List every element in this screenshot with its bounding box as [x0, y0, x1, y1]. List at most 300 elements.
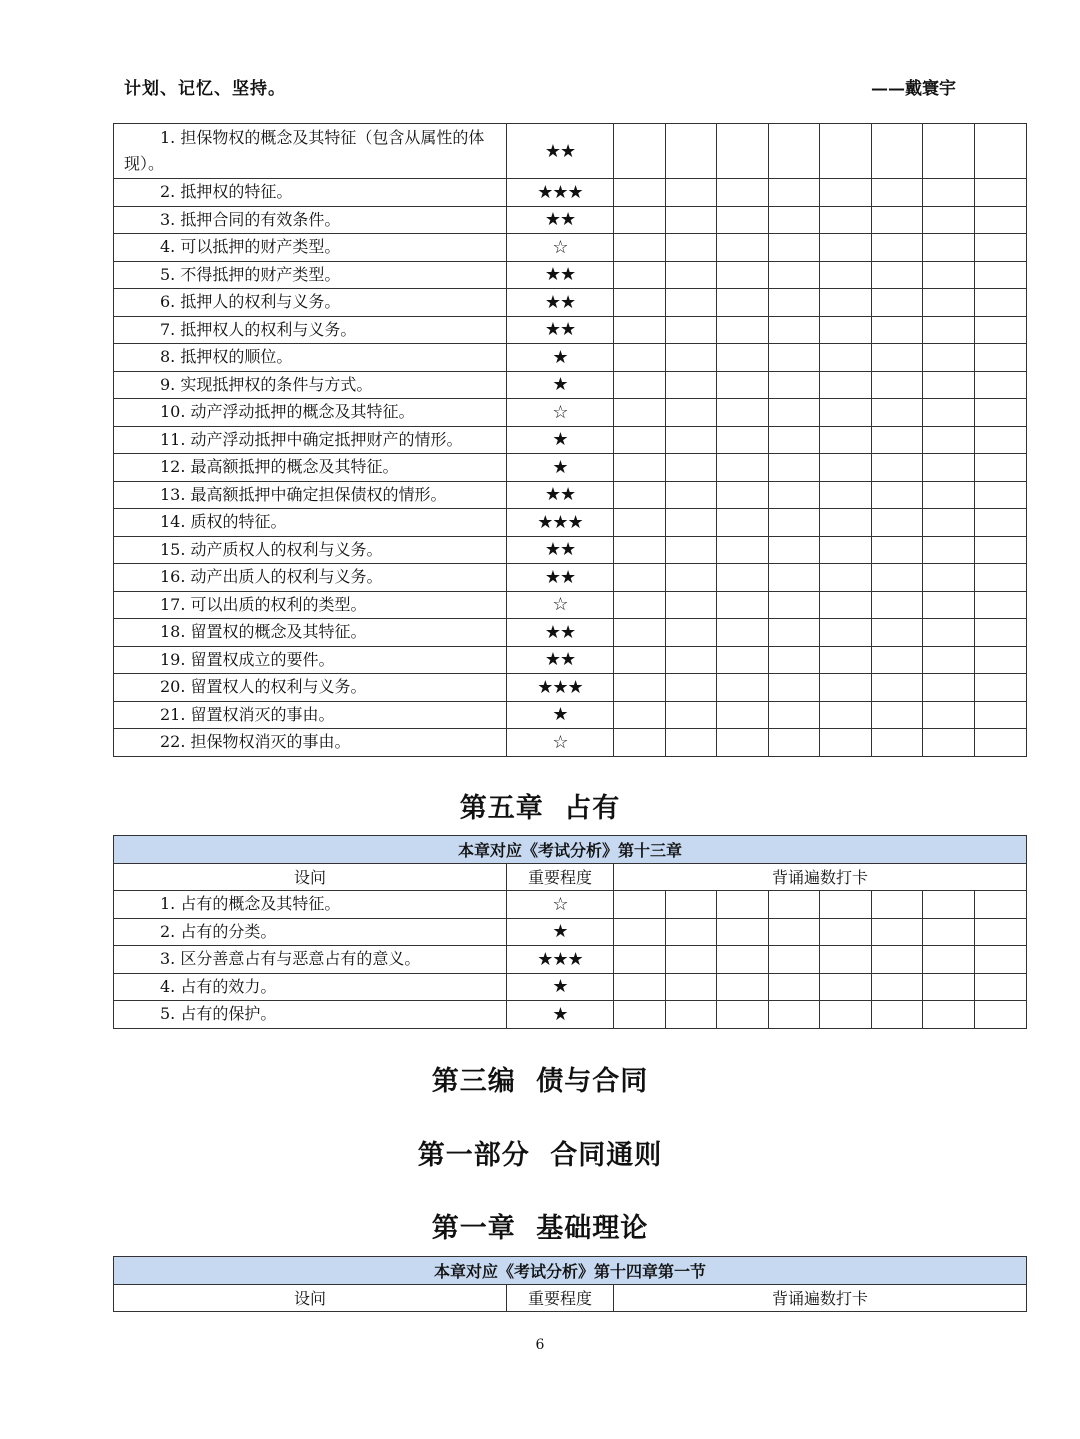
- checkin-cell[interactable]: [614, 344, 666, 372]
- importance-stars: ★★: [507, 646, 614, 674]
- checkin-cell[interactable]: [717, 591, 769, 619]
- checkin-cell[interactable]: [769, 509, 820, 537]
- checkin-cell[interactable]: [769, 344, 820, 372]
- checkin-cell[interactable]: [820, 891, 872, 919]
- checkin-cell[interactable]: [769, 891, 820, 919]
- topic-question: [114, 234, 507, 262]
- checkin-cell[interactable]: [614, 674, 666, 702]
- column-header-checkin: 背诵遍数打卡: [614, 863, 1027, 891]
- checkin-cell[interactable]: [614, 891, 666, 919]
- checkin-cell[interactable]: [820, 481, 872, 509]
- checkin-cell[interactable]: [666, 371, 717, 399]
- checkin-cell[interactable]: [769, 674, 820, 702]
- checkin-cell[interactable]: [975, 289, 1027, 317]
- checkin-cell[interactable]: [614, 1001, 666, 1029]
- checkin-cell[interactable]: [820, 1001, 872, 1029]
- checkin-cell[interactable]: [872, 206, 923, 234]
- checkin-cell[interactable]: [923, 234, 975, 262]
- checkin-cell[interactable]: [614, 973, 666, 1001]
- checkin-cell[interactable]: [614, 591, 666, 619]
- checkin-cell[interactable]: [717, 973, 769, 1001]
- checkin-cell[interactable]: [975, 946, 1027, 974]
- checkin-cell[interactable]: [769, 646, 820, 674]
- checkin-cell[interactable]: [820, 646, 872, 674]
- checkin-cell[interactable]: [666, 124, 717, 179]
- checkin-cell[interactable]: [769, 591, 820, 619]
- checkin-cell[interactable]: [769, 481, 820, 509]
- checkin-cell[interactable]: [666, 646, 717, 674]
- checkin-cell[interactable]: [923, 509, 975, 537]
- column-header-topic: 设问: [114, 1284, 507, 1312]
- checkin-cell[interactable]: [975, 371, 1027, 399]
- chapter-five-heading: 第五章 占有: [459, 793, 621, 824]
- importance-stars: ★: [507, 426, 614, 454]
- checkin-cell[interactable]: [769, 973, 820, 1001]
- checkin-cell[interactable]: [872, 179, 923, 207]
- checkin-cell[interactable]: [769, 316, 820, 344]
- topic-question: [114, 646, 507, 674]
- checkin-cell[interactable]: [717, 564, 769, 592]
- topic-text: 5. 占有的保护。: [160, 1004, 277, 1024]
- checkin-cell[interactable]: [923, 536, 975, 564]
- checkin-cell[interactable]: [975, 316, 1027, 344]
- checkin-cell[interactable]: [614, 316, 666, 344]
- checkin-cell[interactable]: [769, 536, 820, 564]
- topic-text: 11. 动产浮动抵押中确定抵押财产的情形。: [160, 429, 463, 449]
- checkin-cell[interactable]: [717, 1001, 769, 1029]
- checkin-cell[interactable]: [614, 261, 666, 289]
- checkin-cell[interactable]: [614, 509, 666, 537]
- importance-stars: ★: [507, 454, 614, 482]
- checkin-cell[interactable]: [717, 261, 769, 289]
- security-rights-topic-table: [113, 123, 1027, 757]
- checkin-cell[interactable]: [872, 891, 923, 919]
- checkin-cell[interactable]: [820, 234, 872, 262]
- topic-question: [114, 289, 507, 317]
- checkin-cell[interactable]: [717, 344, 769, 372]
- checkin-cell[interactable]: [717, 454, 769, 482]
- checkin-cell[interactable]: [923, 1001, 975, 1029]
- checkin-cell[interactable]: [923, 261, 975, 289]
- checkin-cell[interactable]: [666, 973, 717, 1001]
- topic-question: [114, 619, 507, 647]
- checkin-cell[interactable]: [975, 426, 1027, 454]
- checkin-cell[interactable]: [717, 509, 769, 537]
- checkin-cell[interactable]: [923, 674, 975, 702]
- checkin-cell[interactable]: [614, 946, 666, 974]
- importance-stars: ★★: [507, 206, 614, 234]
- checkin-cell[interactable]: [923, 973, 975, 1001]
- topic-question: [114, 344, 507, 372]
- checkin-cell[interactable]: [820, 536, 872, 564]
- checkin-cell[interactable]: [975, 206, 1027, 234]
- topic-text: 1. 担保物权的概念及其特征（包含从属性的体现）。: [124, 128, 485, 173]
- importance-stars: ★★: [507, 536, 614, 564]
- checkin-cell[interactable]: [872, 399, 923, 427]
- topic-question: [114, 918, 507, 946]
- checkin-cell[interactable]: [872, 946, 923, 974]
- topic-text: 4. 可以抵押的财产类型。: [160, 237, 341, 257]
- checkin-cell[interactable]: [614, 619, 666, 647]
- checkin-cell[interactable]: [975, 701, 1027, 729]
- checkin-cell[interactable]: [666, 454, 717, 482]
- importance-stars: ★★★: [507, 674, 614, 702]
- checkin-cell[interactable]: [717, 124, 769, 179]
- checkin-cell[interactable]: [666, 619, 717, 647]
- importance-stars: ★★★: [507, 179, 614, 207]
- checkin-cell[interactable]: [820, 316, 872, 344]
- checkin-cell[interactable]: [769, 619, 820, 647]
- importance-stars: ★★: [507, 289, 614, 317]
- checkin-cell[interactable]: [975, 646, 1027, 674]
- checkin-cell[interactable]: [666, 591, 717, 619]
- checkin-cell[interactable]: [923, 918, 975, 946]
- checkin-cell[interactable]: [872, 371, 923, 399]
- topic-text: 5. 不得抵押的财产类型。: [160, 264, 341, 284]
- checkin-cell[interactable]: [769, 179, 820, 207]
- checkin-cell[interactable]: [872, 344, 923, 372]
- importance-stars: ★: [507, 344, 614, 372]
- importance-stars: ★: [507, 1001, 614, 1029]
- table-row: [114, 509, 1027, 537]
- checkin-cell[interactable]: [717, 426, 769, 454]
- checkin-cell[interactable]: [717, 481, 769, 509]
- topic-question: [114, 399, 507, 427]
- table-row: [114, 946, 1027, 974]
- checkin-cell[interactable]: [820, 918, 872, 946]
- checkin-cell[interactable]: [923, 344, 975, 372]
- checkin-cell[interactable]: [614, 918, 666, 946]
- topic-question: [114, 179, 507, 207]
- checkin-cell[interactable]: [975, 536, 1027, 564]
- checkin-cell[interactable]: [717, 674, 769, 702]
- checkin-cell[interactable]: [717, 371, 769, 399]
- column-header-importance: 重要程度: [507, 1284, 614, 1312]
- checkin-cell[interactable]: [923, 646, 975, 674]
- checkin-cell[interactable]: [614, 426, 666, 454]
- table-row: [114, 481, 1027, 509]
- page-number: 6: [535, 1337, 545, 1353]
- checkin-cell[interactable]: [614, 481, 666, 509]
- checkin-cell[interactable]: [614, 234, 666, 262]
- checkin-cell[interactable]: [614, 729, 666, 757]
- table-row: [114, 1001, 1027, 1029]
- checkin-cell[interactable]: [975, 454, 1027, 482]
- checkin-cell[interactable]: [614, 399, 666, 427]
- checkin-cell[interactable]: [614, 371, 666, 399]
- checkin-cell[interactable]: [872, 1001, 923, 1029]
- checkin-cell[interactable]: [769, 729, 820, 757]
- checkin-cell[interactable]: [975, 729, 1027, 757]
- checkin-cell[interactable]: [769, 701, 820, 729]
- checkin-cell[interactable]: [769, 124, 820, 179]
- checkin-cell[interactable]: [820, 179, 872, 207]
- checkin-cell[interactable]: [923, 481, 975, 509]
- topic-question: [114, 509, 507, 537]
- checkin-cell[interactable]: [820, 619, 872, 647]
- checkin-cell[interactable]: [769, 206, 820, 234]
- checkin-cell[interactable]: [975, 674, 1027, 702]
- checkin-cell[interactable]: [872, 261, 923, 289]
- checkin-cell[interactable]: [820, 729, 872, 757]
- checkin-cell[interactable]: [666, 946, 717, 974]
- checkin-cell[interactable]: [717, 891, 769, 919]
- checkin-cell[interactable]: [872, 426, 923, 454]
- checkin-cell[interactable]: [820, 674, 872, 702]
- checkin-cell[interactable]: [975, 918, 1027, 946]
- checkin-cell[interactable]: [923, 701, 975, 729]
- topic-question: [114, 946, 507, 974]
- checkin-cell[interactable]: [872, 674, 923, 702]
- checkin-cell[interactable]: [820, 399, 872, 427]
- table-row: [114, 536, 1027, 564]
- importance-stars: ★★: [507, 316, 614, 344]
- checkin-cell[interactable]: [923, 891, 975, 919]
- topic-text: 3. 抵押合同的有效条件。: [160, 209, 341, 229]
- column-header-importance: 重要程度: [507, 863, 614, 891]
- checkin-cell[interactable]: [666, 701, 717, 729]
- checkin-cell[interactable]: [872, 124, 923, 179]
- checkin-cell[interactable]: [820, 371, 872, 399]
- checkin-cell[interactable]: [923, 206, 975, 234]
- topic-text: 16. 动产出质人的权利与义务。: [160, 567, 383, 587]
- importance-stars: ☆: [507, 729, 614, 757]
- checkin-cell[interactable]: [872, 234, 923, 262]
- importance-stars: ★: [507, 973, 614, 1001]
- table-row: [114, 289, 1027, 317]
- checkin-cell[interactable]: [769, 289, 820, 317]
- checkin-cell[interactable]: [923, 124, 975, 179]
- checkin-cell[interactable]: [820, 426, 872, 454]
- checkin-cell[interactable]: [717, 399, 769, 427]
- checkin-cell[interactable]: [717, 536, 769, 564]
- importance-stars: ★★: [507, 261, 614, 289]
- checkin-cell[interactable]: [872, 619, 923, 647]
- checkin-cell[interactable]: [923, 454, 975, 482]
- checkin-cell[interactable]: [717, 918, 769, 946]
- checkin-cell[interactable]: [666, 891, 717, 919]
- checkin-cell[interactable]: [975, 399, 1027, 427]
- checkin-cell[interactable]: [769, 918, 820, 946]
- table-row: [114, 371, 1027, 399]
- checkin-cell[interactable]: [820, 454, 872, 482]
- checkin-cell[interactable]: [717, 619, 769, 647]
- checkin-cell[interactable]: [872, 481, 923, 509]
- checkin-cell[interactable]: [769, 454, 820, 482]
- checkin-cell[interactable]: [820, 124, 872, 179]
- checkin-cell[interactable]: [923, 564, 975, 592]
- checkin-cell[interactable]: [769, 399, 820, 427]
- importance-stars: ☆: [507, 234, 614, 262]
- checkin-cell[interactable]: [666, 399, 717, 427]
- importance-stars: ★★★: [507, 946, 614, 974]
- checkin-cell[interactable]: [872, 536, 923, 564]
- checkin-cell[interactable]: [717, 701, 769, 729]
- checkin-cell[interactable]: [975, 481, 1027, 509]
- checkin-cell[interactable]: [820, 344, 872, 372]
- checkin-cell[interactable]: [820, 289, 872, 317]
- checkin-cell[interactable]: [975, 344, 1027, 372]
- checkin-cell[interactable]: [666, 426, 717, 454]
- table-row: [114, 564, 1027, 592]
- checkin-cell[interactable]: [717, 179, 769, 207]
- checkin-cell[interactable]: [975, 619, 1027, 647]
- checkin-cell[interactable]: [820, 946, 872, 974]
- checkin-cell[interactable]: [666, 289, 717, 317]
- checkin-cell[interactable]: [923, 619, 975, 647]
- checkin-cell[interactable]: [666, 674, 717, 702]
- table-row: [114, 619, 1027, 647]
- checkin-cell[interactable]: [666, 179, 717, 207]
- topic-text: 8. 抵押权的顺位。: [160, 347, 293, 367]
- topic-text: 7. 抵押权人的权利与义务。: [160, 319, 357, 339]
- table-row: [114, 316, 1027, 344]
- checkin-cell[interactable]: [717, 729, 769, 757]
- header-motto: 计划、记忆、坚持。: [124, 79, 286, 99]
- checkin-cell[interactable]: [975, 234, 1027, 262]
- checkin-cell[interactable]: [975, 179, 1027, 207]
- table-row: [114, 426, 1027, 454]
- checkin-cell[interactable]: [872, 591, 923, 619]
- topic-text: 4. 占有的效力。: [160, 976, 277, 996]
- checkin-cell[interactable]: [820, 206, 872, 234]
- table-row: [114, 344, 1027, 372]
- chapter-reference-title: 本章对应《考试分析》第十四章第一节: [114, 1257, 1027, 1285]
- checkin-cell[interactable]: [923, 316, 975, 344]
- checkin-cell[interactable]: [614, 206, 666, 234]
- checkin-cell[interactable]: [820, 701, 872, 729]
- checkin-cell[interactable]: [666, 344, 717, 372]
- checkin-cell[interactable]: [769, 426, 820, 454]
- checkin-cell[interactable]: [666, 564, 717, 592]
- checkin-cell[interactable]: [923, 399, 975, 427]
- checkin-cell[interactable]: [666, 918, 717, 946]
- checkin-cell[interactable]: [717, 289, 769, 317]
- table-row: [114, 179, 1027, 207]
- checkin-cell[interactable]: [769, 261, 820, 289]
- checkin-cell[interactable]: [666, 316, 717, 344]
- checkin-cell[interactable]: [975, 564, 1027, 592]
- checkin-cell[interactable]: [820, 973, 872, 1001]
- checkin-cell[interactable]: [820, 509, 872, 537]
- checkin-cell[interactable]: [923, 729, 975, 757]
- checkin-cell[interactable]: [872, 454, 923, 482]
- checkin-cell[interactable]: [666, 261, 717, 289]
- checkin-cell[interactable]: [666, 536, 717, 564]
- section-one-heading: 第一部分 合同通则: [417, 1140, 663, 1171]
- checkin-cell[interactable]: [717, 206, 769, 234]
- topic-question: [114, 1001, 507, 1029]
- topic-question: [114, 316, 507, 344]
- checkin-cell[interactable]: [872, 509, 923, 537]
- checkin-cell[interactable]: [614, 646, 666, 674]
- checkin-cell[interactable]: [614, 564, 666, 592]
- checkin-cell[interactable]: [666, 234, 717, 262]
- checkin-cell[interactable]: [872, 918, 923, 946]
- checkin-cell[interactable]: [872, 701, 923, 729]
- checkin-cell[interactable]: [872, 289, 923, 317]
- checkin-cell[interactable]: [769, 564, 820, 592]
- checkin-cell[interactable]: [820, 564, 872, 592]
- checkin-cell[interactable]: [666, 729, 717, 757]
- checkin-cell[interactable]: [872, 973, 923, 1001]
- checkin-cell[interactable]: [666, 1001, 717, 1029]
- checkin-cell[interactable]: [717, 234, 769, 262]
- checkin-cell[interactable]: [614, 124, 666, 179]
- checkin-cell[interactable]: [975, 891, 1027, 919]
- checkin-cell[interactable]: [923, 946, 975, 974]
- checkin-cell[interactable]: [614, 179, 666, 207]
- checkin-cell[interactable]: [769, 946, 820, 974]
- checkin-cell[interactable]: [666, 509, 717, 537]
- table-row: [114, 591, 1027, 619]
- checkin-cell[interactable]: [820, 261, 872, 289]
- checkin-cell[interactable]: [975, 973, 1027, 1001]
- checkin-cell[interactable]: [872, 564, 923, 592]
- checkin-cell[interactable]: [666, 481, 717, 509]
- importance-stars: ★: [507, 371, 614, 399]
- checkin-cell[interactable]: [923, 371, 975, 399]
- checkin-cell[interactable]: [717, 316, 769, 344]
- checkin-cell[interactable]: [975, 261, 1027, 289]
- topic-question: [114, 591, 507, 619]
- importance-stars: ★★★: [507, 509, 614, 537]
- checkin-cell[interactable]: [975, 591, 1027, 619]
- topic-question: [114, 481, 507, 509]
- topic-question: [114, 564, 507, 592]
- checkin-cell[interactable]: [717, 646, 769, 674]
- checkin-cell[interactable]: [666, 206, 717, 234]
- checkin-cell[interactable]: [769, 371, 820, 399]
- checkin-cell[interactable]: [872, 646, 923, 674]
- checkin-cell[interactable]: [975, 509, 1027, 537]
- table-row: [114, 729, 1027, 757]
- table-row: [114, 206, 1027, 234]
- header-author: ——戴寰宇: [871, 79, 956, 99]
- checkin-cell[interactable]: [923, 289, 975, 317]
- topic-text: 6. 抵押人的权利与义务。: [160, 292, 341, 312]
- importance-stars: ★★: [507, 564, 614, 592]
- checkin-cell[interactable]: [872, 316, 923, 344]
- topic-question: [114, 426, 507, 454]
- topic-text: 22. 担保物权消灭的事由。: [160, 732, 351, 752]
- importance-stars: ★: [507, 701, 614, 729]
- topic-question: [114, 674, 507, 702]
- checkin-cell[interactable]: [769, 1001, 820, 1029]
- checkin-cell[interactable]: [975, 1001, 1027, 1029]
- chapter-reference-title: 本章对应《考试分析》第十三章: [114, 836, 1027, 864]
- checkin-cell[interactable]: [975, 124, 1027, 179]
- checkin-cell[interactable]: [614, 289, 666, 317]
- checkin-cell[interactable]: [923, 591, 975, 619]
- topic-text: 3. 区分善意占有与恶意占有的意义。: [160, 949, 421, 969]
- checkin-cell[interactable]: [820, 591, 872, 619]
- checkin-cell[interactable]: [614, 454, 666, 482]
- checkin-cell[interactable]: [614, 701, 666, 729]
- topic-question: [114, 536, 507, 564]
- importance-stars: ★★: [507, 481, 614, 509]
- checkin-cell[interactable]: [769, 234, 820, 262]
- checkin-cell[interactable]: [923, 179, 975, 207]
- topic-question: [114, 261, 507, 289]
- checkin-cell[interactable]: [923, 426, 975, 454]
- table-row: [114, 399, 1027, 427]
- checkin-cell[interactable]: [614, 536, 666, 564]
- checkin-cell[interactable]: [717, 946, 769, 974]
- importance-stars: ★★: [507, 124, 614, 179]
- topic-text: 20. 留置权人的权利与义务。: [160, 677, 367, 697]
- checkin-cell[interactable]: [872, 729, 923, 757]
